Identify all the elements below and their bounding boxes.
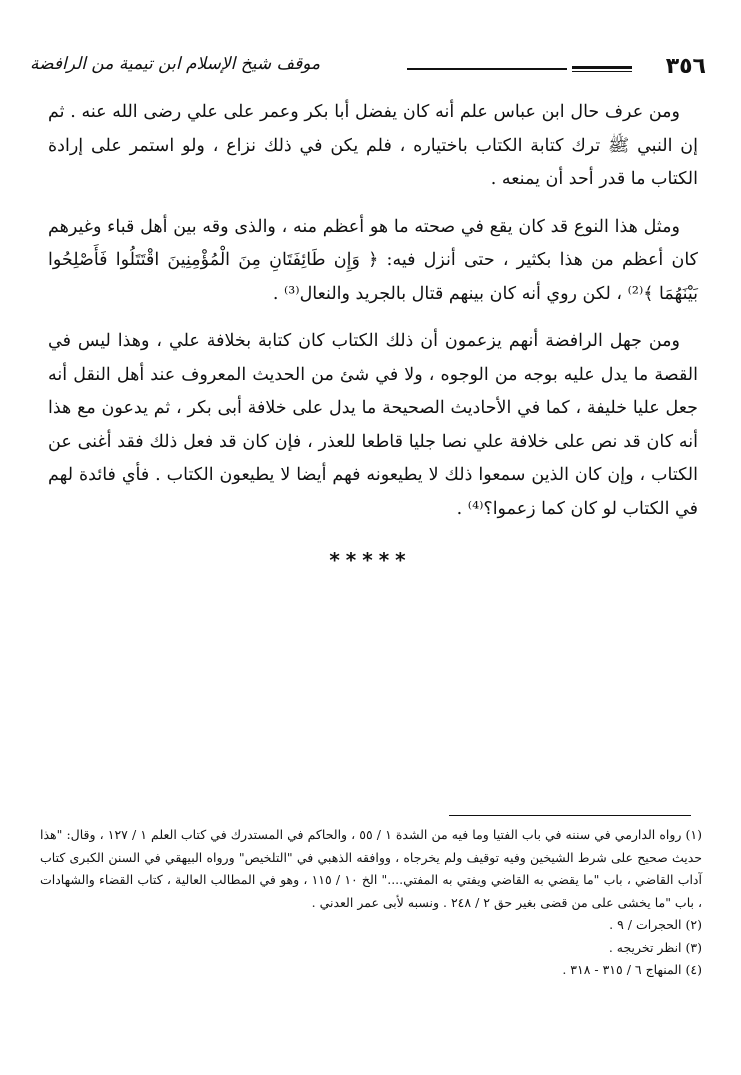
footnotes bbox=[40, 824, 702, 982]
footnote-3: (٣) انظر تخريجه . bbox=[608, 939, 702, 955]
main-text bbox=[48, 96, 698, 540]
paragraph-3: ومن جهل الرافضة أنهم يزعمون أن ذلك الكتاب كان كتابة بخلافة علي ، وهذا ليس في القصة ما يدل عليه بوجه من الوجوه ، ولا في شئ من الحديث المعروف عند أهل النقل أنه جعل عليا خليفة ، كما في الأحاديث الصحيحة ما يدل على خلافة أبى بكر ، ثم يدعون مع هذا أنه كان قد نص على خلافة علي نصا جليا قاطعا للعذر ، فإن كان قد فعل ذلك فقد أغنى عن الكتاب ، وإن كان الذين سمعوا ذلك لا يطيعونه فهم أيضا لا يطيعون الكتاب . فأي فائدة لهم في الكتاب لو كان كما زعموا؟⁽⁴⁾ . bbox=[48, 331, 698, 519]
footnote-2: (٢) الحجرات / ٩ . bbox=[609, 917, 702, 932]
header-rule-middle bbox=[407, 68, 567, 70]
section-separator: ***** bbox=[329, 548, 412, 572]
running-title: موقف شيخ الإسلام ابن تيمية من الرافضة bbox=[30, 54, 321, 74]
paragraph-1: ومن عرف حال ابن عباس علم أنه كان يفضل أبا بكر وعمر على علي رضى الله عنه . ثم إن النبي ﷺ ترك كتابة الكتاب باختياره ، فلم يكن في ذلك نزاع ، ولو استمر على إرادة الكتاب ما قدر أحد أن يمنعه . bbox=[48, 102, 698, 189]
page-number: ٣٥٦ bbox=[665, 54, 706, 79]
footnote-divider bbox=[449, 815, 691, 816]
header-rule-left-of-number bbox=[572, 66, 632, 72]
footnote-4: (٤) المنهاج ٦ / ٣١٥ - ٣١٨ . bbox=[562, 962, 702, 977]
page-header bbox=[30, 48, 712, 84]
footnote-1: (١) رواه الدارمي في سننه في باب الفتيا وما فيه من الشدة ١ / ٥٥ ، والحاكم في المستدرك في كتاب العلم ١ / ١٢٧ ، وقال: "هذا حديث صحيح على شرط الشيخين وفيه توقيف ولم يخرجاه ، ووافقه الذهبي في "التلخيص" ورواه البيهقي في السنن الكبرى كتاب آداب القاضي ، باب "ما يقضي به القاضي ويفتي به المفتي...." الخ ١٠ / ١١٥ ، وهو في المطالب العالية ، كتاب القضاء والشهادات ، باب "ما يخشى على من قضى بغير حق ٢ / ٢٤٨ . ونسبه لأبى عمر العدني . bbox=[40, 827, 702, 910]
paragraph-2: ومثل هذا النوع قد كان يقع في صحته ما هو أعظم منه ، والذى وقه بين أهل قباء وغيرهم كان أعظم من هذا بكثير ، حتى أنزل فيه: ﴿ وَإِن طَائِفَتَانِ مِنَ الْمُؤْمِنِينَ اقْتَتَلُوا فَأَصْلِحُوا بَيْنَهُمَا ﴾⁽²⁾ ، لكن روي أنه كان بينهم قتال بالجريد والنعال⁽³⁾ . bbox=[48, 216, 698, 304]
